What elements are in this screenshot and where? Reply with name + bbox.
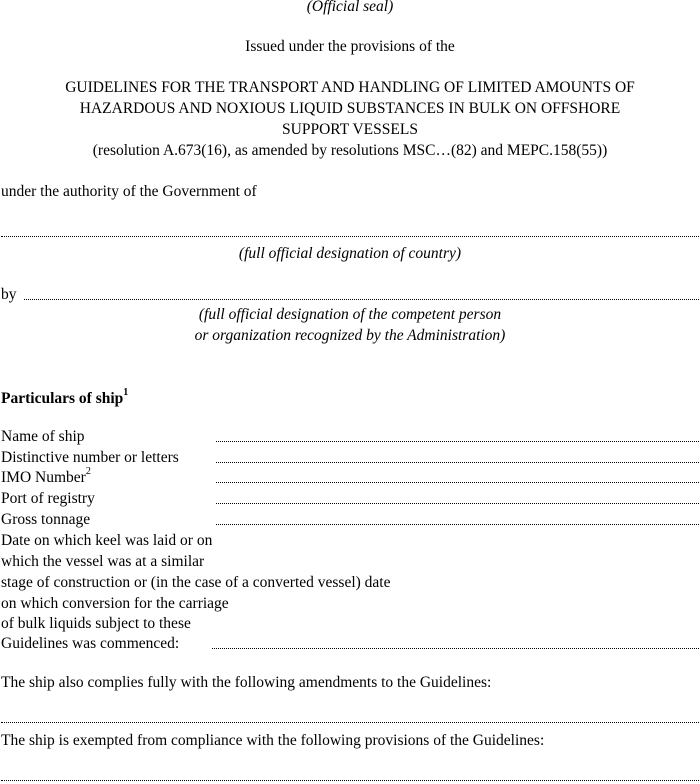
authority-text: under the authority of the Government of [1, 183, 257, 200]
date-text-line-5: of bulk liquids subject to these [1, 615, 191, 632]
amendments-text: The ship also complies fully with the following amendments to the Guidelines: [1, 674, 492, 691]
name-of-ship-label: Name of ship [1, 428, 85, 445]
gross-tonnage-label: Gross tonnage [1, 511, 91, 528]
amendments-field[interactable] [1, 722, 699, 723]
name-of-ship-field[interactable] [216, 441, 699, 442]
competent-person-field[interactable] [24, 299, 699, 300]
distinctive-number-field[interactable] [216, 462, 699, 463]
particulars-heading: Particulars of ship$^1$ [1, 387, 129, 407]
resolution-line: (resolution A.673(16), as amended by resolutions MSC…(82) and MEPC.158(55)) [92, 142, 608, 159]
person-caption-line-1: (full official designation of the competent person [198, 306, 502, 323]
footnote-ref-2: 2 [85, 466, 91, 477]
person-caption-line-2: or organization recognized by the Administration) [194, 327, 506, 344]
exemptions-text: The ship is exempted from compliance with the following provisions of the Guidelines: [1, 732, 545, 749]
date-text-line-4: on which conversion for the carriage [1, 595, 229, 612]
title-line-1: GUIDELINES FOR THE TRANSPORT AND HANDLING OF LIMITED AMOUNTS OF [65, 79, 635, 96]
imo-number-field[interactable] [216, 482, 699, 483]
exemptions-field[interactable] [1, 780, 699, 781]
imo-number-label: IMO Number$^2$ [1, 466, 91, 486]
footnote-ref-1: 1 [123, 387, 129, 398]
country-field[interactable] [1, 236, 699, 237]
date-text-line-2: which the vessel was at a similar [1, 553, 205, 570]
port-of-registry-field[interactable] [216, 503, 699, 504]
date-text-line-6: Guidelines was commenced: [1, 635, 180, 652]
official-seal-caption: (Official seal) [306, 0, 394, 15]
port-of-registry-label: Port of registry [1, 490, 95, 507]
by-label: by [1, 286, 17, 303]
country-caption: (full official designation of country) [238, 245, 462, 262]
date-text-line-3: stage of construction or (in the case of a converted vessel) date [1, 574, 391, 591]
title-line-2: HAZARDOUS AND NOXIOUS LIQUID SUBSTANCES IN BULK ON OFFSHORE [79, 100, 621, 117]
date-text-line-1: Date on which keel was laid or on [1, 532, 213, 549]
gross-tonnage-field[interactable] [216, 524, 699, 525]
title-line-3: SUPPORT VESSELS [282, 121, 418, 138]
keel-date-field[interactable] [212, 648, 699, 649]
issued-under-text: Issued under the provisions of the [245, 38, 455, 55]
distinctive-number-label: Distinctive number or letters [1, 449, 179, 466]
